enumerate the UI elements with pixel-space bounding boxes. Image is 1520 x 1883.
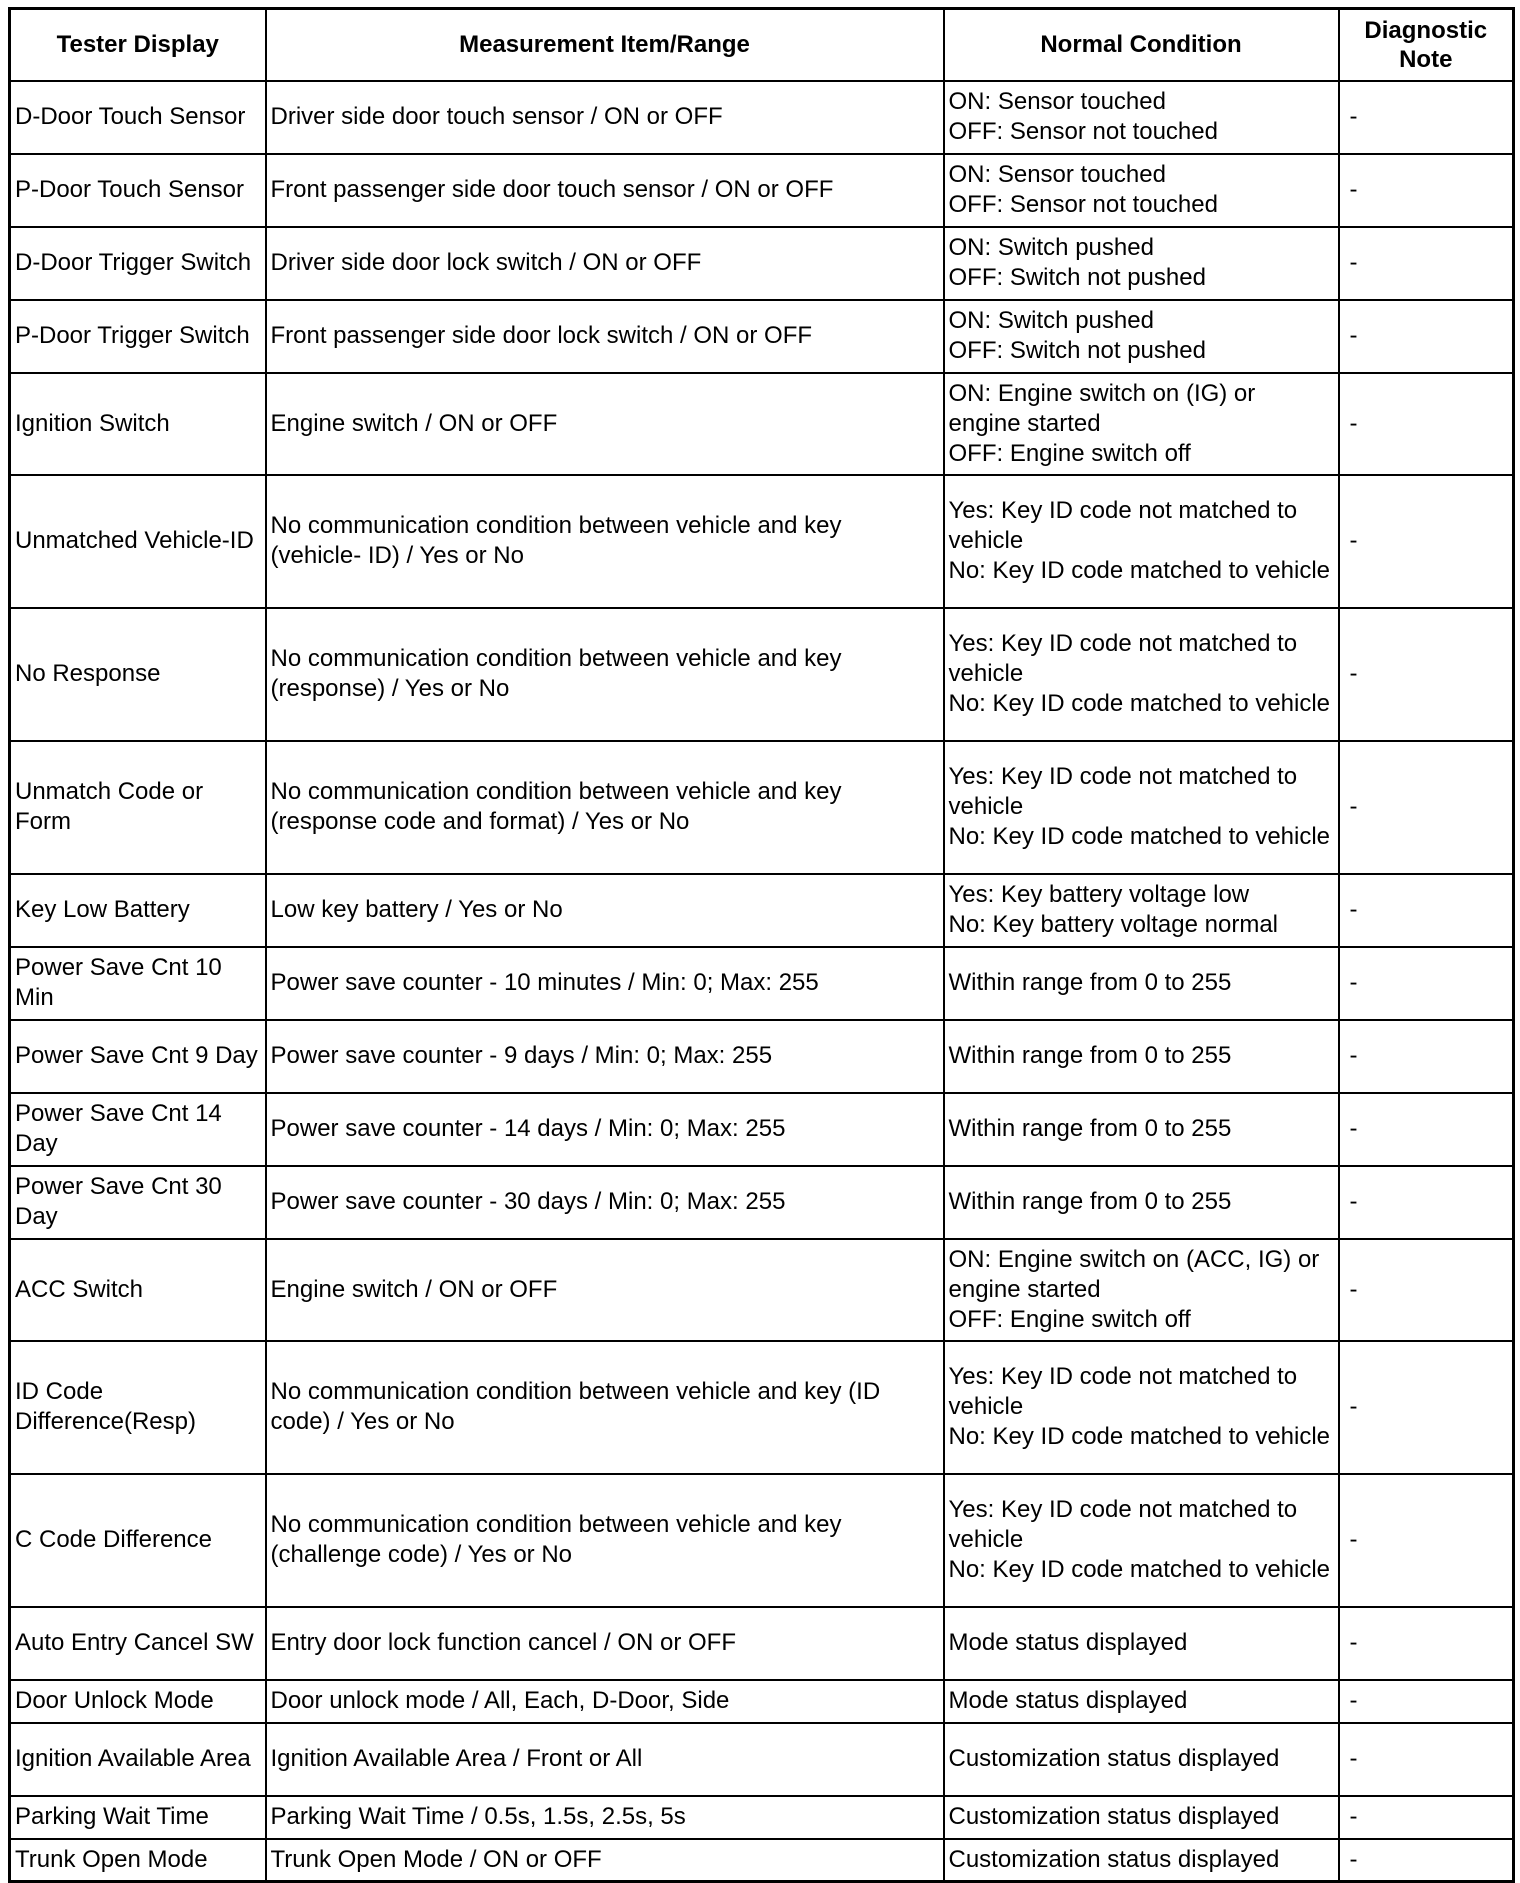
cell-normal-condition — [944, 947, 1339, 1020]
table-row — [10, 1607, 1514, 1680]
cell-normal-condition — [944, 1020, 1339, 1093]
cell-normal-condition — [944, 1239, 1339, 1341]
cell-diagnostic-note: - — [1339, 1723, 1514, 1796]
table-row — [10, 1341, 1514, 1474]
table-row — [10, 947, 1514, 1020]
table-row — [10, 1680, 1514, 1723]
cell-measurement-item: No communication condition between vehicle and key (ID code) / Yes or No — [266, 1341, 944, 1474]
table-row — [10, 373, 1514, 475]
condition-line: No: Key ID code matched to vehicle — [948, 557, 1331, 584]
condition-line: ON: Engine switch on (IG) or engine started — [948, 379, 1256, 437]
cell-diagnostic-note: - — [1339, 1680, 1514, 1723]
condition-line: ON: Engine switch on (ACC, IG) or engine started — [948, 1245, 1320, 1303]
table-row — [10, 227, 1514, 300]
table-row — [10, 741, 1514, 874]
cell-measurement-item: Entry door lock function cancel / ON or OFF — [266, 1607, 944, 1680]
condition-line: No: Key ID code matched to vehicle — [948, 823, 1331, 850]
cell-measurement-item: Door unlock mode / All, Each, D-Door, Side — [266, 1680, 944, 1723]
condition-line: No: Key ID code matched to vehicle — [948, 1556, 1331, 1583]
cell-diagnostic-note: - — [1339, 1839, 1514, 1882]
cell-normal-condition — [944, 1839, 1339, 1882]
cell-tester-display: Parking Wait Time — [10, 1796, 266, 1839]
cell-tester-display: ID Code Difference(Resp) — [10, 1341, 266, 1474]
condition-line: Mode status displayed — [948, 1687, 1188, 1714]
table-row — [10, 1093, 1514, 1166]
condition-line: Yes: Key ID code not matched to vehicle — [948, 1496, 1298, 1553]
cell-diagnostic-note: - — [1339, 1020, 1514, 1093]
cell-measurement-item: Driver side door lock switch / ON or OFF — [266, 227, 944, 300]
cell-measurement-item: Parking Wait Time / 0.5s, 1.5s, 2.5s, 5s — [266, 1796, 944, 1839]
cell-normal-condition — [944, 373, 1339, 475]
cell-diagnostic-note: - — [1339, 475, 1514, 608]
cell-tester-display: Auto Entry Cancel SW — [10, 1607, 266, 1680]
condition-line: ON: Switch pushed — [948, 234, 1154, 261]
cell-normal-condition — [944, 1474, 1339, 1607]
cell-diagnostic-note: - — [1339, 608, 1514, 741]
cell-tester-display: C Code Difference — [10, 1474, 266, 1607]
cell-tester-display: Power Save Cnt 30 Day — [10, 1166, 266, 1239]
table-row — [10, 475, 1514, 608]
cell-tester-display: Ignition Available Area — [10, 1723, 266, 1796]
table-row — [10, 300, 1514, 373]
cell-diagnostic-note: - — [1339, 1796, 1514, 1839]
cell-measurement-item: Driver side door touch sensor / ON or OFF — [266, 81, 944, 154]
table-row — [10, 1839, 1514, 1882]
cell-measurement-item: Power save counter - 10 minutes / Min: 0; Max: 255 — [266, 947, 944, 1020]
table-row — [10, 608, 1514, 741]
condition-line: Customization status displayed — [948, 1803, 1280, 1830]
cell-normal-condition — [944, 1607, 1339, 1680]
cell-measurement-item: Power save counter - 14 days / Min: 0; Max: 255 — [266, 1093, 944, 1166]
condition-line: Yes: Key ID code not matched to vehicle — [948, 497, 1298, 554]
cell-normal-condition — [944, 1680, 1339, 1723]
cell-measurement-item: Front passenger side door touch sensor / ON or OFF — [266, 154, 944, 227]
table-header-row — [10, 9, 1514, 81]
cell-measurement-item: Power save counter - 9 days / Min: 0; Max: 255 — [266, 1020, 944, 1093]
table-row — [10, 1239, 1514, 1341]
condition-line: ON: Switch pushed — [948, 307, 1154, 334]
cell-diagnostic-note: - — [1339, 1239, 1514, 1341]
cell-measurement-item: Trunk Open Mode / ON or OFF — [266, 1839, 944, 1882]
cell-tester-display: ACC Switch — [10, 1239, 266, 1341]
condition-line: Yes: Key ID code not matched to vehicle — [948, 763, 1298, 820]
condition-line: OFF: Switch not pushed — [948, 264, 1206, 291]
condition-line: OFF: Switch not pushed — [948, 337, 1206, 364]
cell-measurement-item: No communication condition between vehicle and key (challenge code) / Yes or No — [266, 1474, 944, 1607]
cell-tester-display: Unmatched Vehicle-ID — [10, 475, 266, 608]
table-row — [10, 1723, 1514, 1796]
cell-measurement-item: Power save counter - 30 days / Min: 0; Max: 255 — [266, 1166, 944, 1239]
cell-tester-display: P-Door Touch Sensor — [10, 154, 266, 227]
cell-measurement-item: No communication condition between vehicle and key (vehicle- ID) / Yes or No — [266, 475, 944, 608]
condition-line: No: Key ID code matched to vehicle — [948, 690, 1331, 717]
cell-diagnostic-note: - — [1339, 227, 1514, 300]
cell-tester-display: No Response — [10, 608, 266, 741]
condition-line: Within range from 0 to 255 — [948, 1042, 1232, 1069]
cell-measurement-item: Front passenger side door lock switch / ON or OFF — [266, 300, 944, 373]
data-list-sheet — [8, 7, 1515, 1883]
cell-measurement-item: No communication condition between vehicle and key (response code and format) / Yes or No — [266, 741, 944, 874]
cell-normal-condition — [944, 81, 1339, 154]
cell-normal-condition — [944, 1341, 1339, 1474]
cell-tester-display: Unmatch Code or Form — [10, 741, 266, 874]
table-body — [10, 81, 1514, 1882]
cell-diagnostic-note: - — [1339, 373, 1514, 475]
condition-line: OFF: Sensor not touched — [948, 191, 1218, 218]
condition-line: No: Key battery voltage normal — [948, 911, 1278, 938]
cell-normal-condition — [944, 1166, 1339, 1239]
cell-diagnostic-note: - — [1339, 81, 1514, 154]
cell-tester-display: D-Door Trigger Switch — [10, 227, 266, 300]
condition-line: Within range from 0 to 255 — [948, 969, 1232, 996]
table-row — [10, 874, 1514, 947]
cell-normal-condition — [944, 1796, 1339, 1839]
cell-measurement-item: Low key battery / Yes or No — [266, 874, 944, 947]
cell-tester-display: Power Save Cnt 14 Day — [10, 1093, 266, 1166]
table-row — [10, 81, 1514, 154]
cell-normal-condition — [944, 608, 1339, 741]
cell-measurement-item: No communication condition between vehicle and key (response) / Yes or No — [266, 608, 944, 741]
condition-line: Yes: Key ID code not matched to vehicle — [948, 630, 1298, 687]
cell-normal-condition — [944, 1723, 1339, 1796]
condition-line: Yes: Key battery voltage low — [948, 881, 1250, 908]
condition-line: OFF: Sensor not touched — [948, 118, 1218, 145]
condition-line: OFF: Engine switch off — [948, 439, 1191, 467]
condition-line: Customization status displayed — [948, 1845, 1280, 1873]
cell-diagnostic-note: - — [1339, 874, 1514, 947]
cell-diagnostic-note: - — [1339, 1341, 1514, 1474]
condition-line: Within range from 0 to 255 — [948, 1115, 1232, 1142]
cell-measurement-item: Engine switch / ON or OFF — [266, 1239, 944, 1341]
cell-diagnostic-note: - — [1339, 947, 1514, 1020]
cell-measurement-item: Engine switch / ON or OFF — [266, 373, 944, 475]
table-row — [10, 1166, 1514, 1239]
data-list-table — [8, 7, 1515, 1883]
condition-line: Mode status displayed — [948, 1629, 1188, 1656]
cell-normal-condition — [944, 874, 1339, 947]
header-normal-condition: Normal Condition — [944, 9, 1339, 81]
cell-tester-display: P-Door Trigger Switch — [10, 300, 266, 373]
cell-diagnostic-note: - — [1339, 154, 1514, 227]
cell-normal-condition — [944, 475, 1339, 608]
cell-tester-display: Key Low Battery — [10, 874, 266, 947]
cell-tester-display: Power Save Cnt 10 Min — [10, 947, 266, 1020]
cell-diagnostic-note: - — [1339, 1474, 1514, 1607]
table-row — [10, 1796, 1514, 1839]
table-row — [10, 154, 1514, 227]
cell-tester-display: D-Door Touch Sensor — [10, 81, 266, 154]
condition-line: Within range from 0 to 255 — [948, 1188, 1232, 1215]
cell-diagnostic-note: - — [1339, 1166, 1514, 1239]
header-measurement-item: Measurement Item/Range — [266, 9, 944, 81]
condition-line: ON: Sensor touched — [948, 161, 1166, 188]
header-diagnostic-note: Diagnostic Note — [1339, 9, 1514, 81]
condition-line: Yes: Key ID code not matched to vehicle — [948, 1363, 1298, 1420]
cell-normal-condition — [944, 300, 1339, 373]
cell-normal-condition — [944, 741, 1339, 874]
cell-measurement-item: Ignition Available Area / Front or All — [266, 1723, 944, 1796]
cell-normal-condition — [944, 227, 1339, 300]
cell-tester-display: Door Unlock Mode — [10, 1680, 266, 1723]
condition-line: ON: Sensor touched — [948, 88, 1166, 115]
cell-tester-display: Ignition Switch — [10, 373, 266, 475]
cell-diagnostic-note: - — [1339, 741, 1514, 874]
cell-tester-display: Trunk Open Mode — [10, 1839, 266, 1882]
condition-line: Customization status displayed — [948, 1745, 1280, 1772]
cell-tester-display: Power Save Cnt 9 Day — [10, 1020, 266, 1093]
cell-diagnostic-note: - — [1339, 1607, 1514, 1680]
header-tester-display: Tester Display — [10, 9, 266, 81]
table-row — [10, 1474, 1514, 1607]
condition-line: OFF: Engine switch off — [948, 1305, 1191, 1333]
cell-normal-condition — [944, 1093, 1339, 1166]
cell-diagnostic-note: - — [1339, 300, 1514, 373]
cell-diagnostic-note: - — [1339, 1093, 1514, 1166]
table-row — [10, 1020, 1514, 1093]
cell-normal-condition — [944, 154, 1339, 227]
condition-line: No: Key ID code matched to vehicle — [948, 1423, 1331, 1450]
